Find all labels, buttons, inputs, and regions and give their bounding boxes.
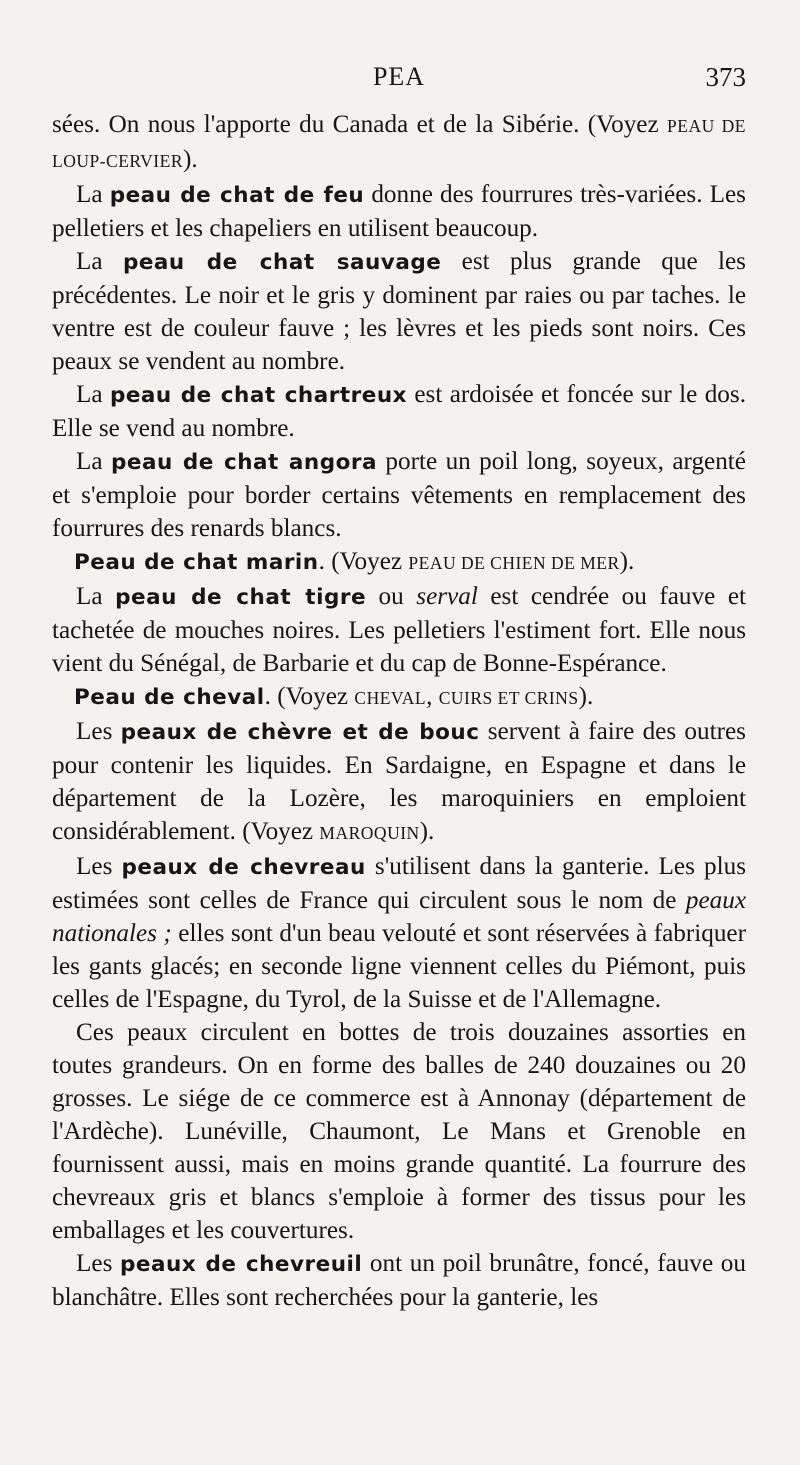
entry-keyword: peau de chat angora <box>110 450 377 475</box>
entry-keyword: peau de chat chartreux <box>109 383 407 408</box>
entry-keyword: peaux de chevreuil <box>120 1252 363 1277</box>
entry-keyword: Peau de cheval <box>74 685 265 710</box>
entry-chat-angora: La peau de chat angora porte un poil long, soyeux, argenté et s'emploie pour border certains vêtements en remplacement des fourrures des renards blancs. <box>52 448 746 542</box>
entry-chevreau: Les peaux de chevreau s'utilisent dans la ganterie. Les plus estimées sont celles de France qui circulent sous le nom de peaux nationales ; elles sont d'un beau velouté et sont réservées à fabriquer les gants glacés; en seconde ligne viennent celles du Piémont, puis celles de l'Espagne, du Tyrol, de la Suisse et de l'Allemagne. <box>52 853 746 1013</box>
entry-keyword: Peau de chat marin <box>74 550 319 575</box>
cross-reference: MAROQUIN <box>319 823 420 843</box>
cross-reference: CUIRS ET CRINS <box>438 688 579 708</box>
entry-cheval: Peau de cheval. (Voyez CHEVAL, CUIRS ET CRINS). <box>74 683 594 710</box>
cross-reference: PEAU DE LOUP-CERVIER <box>52 116 746 171</box>
entry-chat-chartreux: La peau de chat chartreux est ardoisée et foncée sur le dos. Elle se vend au nombre. <box>52 381 746 442</box>
page-header <box>52 62 746 98</box>
entry-chat-de-feu: La peau de chat de feu donne des fourrures très-variées. Les pelletiers et les chapeliers en utilisent beaucoup. <box>52 181 746 242</box>
entry-keyword: peau de chat de feu <box>109 183 365 208</box>
entry-chevre-et-bouc: Les peaux de chèvre et de bouc servent à faire des outres pour contenir les liquides. En Sardaigne, en Espagne et dans le département de la Lozère, les maroquiniers en emploient considérablement. (Voyez MAROQUIN). <box>52 718 746 845</box>
paragraph-commerce: Ces peaux circulent en bottes de trois douzaines assorties en toutes grandeurs. On en forme des balles de 240 douzaines ou 20 grosses. Le siége de ce commerce est à Annonay (département de l'Ardèche). Lunéville, Chaumont, Le Mans et Grenoble en fournissent aussi, mais en moins grande quantité. La fourrure des chevreaux gris et blancs s'emploie à former des tissus pour les emballages et les couvertures. <box>52 1019 746 1244</box>
cross-reference: PEAU DE CHIEN DE MER <box>408 553 620 573</box>
entry-chat-tigre: La peau de chat tigre ou serval est cendrée ou fauve et tachetée de mouches noires. Les pelletiers l'estiment fort. Elle nous vient du Sénégal, de Barbarie et du cap de Bonne-Espérance. <box>52 583 746 677</box>
entry-chat-marin: Peau de chat marin. (Voyez PEAU DE CHIEN DE MER). <box>74 548 635 575</box>
italic-term: peaux nationales ; <box>52 887 746 947</box>
italic-term: serval <box>416 583 478 610</box>
body-text <box>52 108 746 1314</box>
cross-reference: CHEVAL <box>354 688 427 708</box>
running-head: PEA <box>372 62 426 91</box>
entry-chevreuil: Les peaux de chevreuil ont un poil brunâtre, foncé, fauve ou blanchâtre. Elles sont recherchées pour la ganterie, les <box>52 1250 746 1311</box>
paragraph-1: sées. On nous l'apporte du Canada et de la Sibérie. (Voyez PEAU DE LOUP-CERVIER). <box>52 111 746 173</box>
page-number: 373 <box>705 62 746 92</box>
entry-keyword: peau de chat sauvage <box>122 250 442 275</box>
entry-chat-sauvage: La peau de chat sauvage est plus grande que les précédentes. Le noir et le gris y dominent par raies ou par taches. le ventre est de couleur fauve ; les lèvres et les pieds sont noirs. Ces peaux se vendent au nombre. <box>52 248 746 375</box>
entry-keyword: peau de chat tigre <box>115 585 367 610</box>
entry-keyword: peaux de chevreau <box>121 855 366 880</box>
entry-keyword: peaux de chèvre et de bouc <box>120 720 480 745</box>
